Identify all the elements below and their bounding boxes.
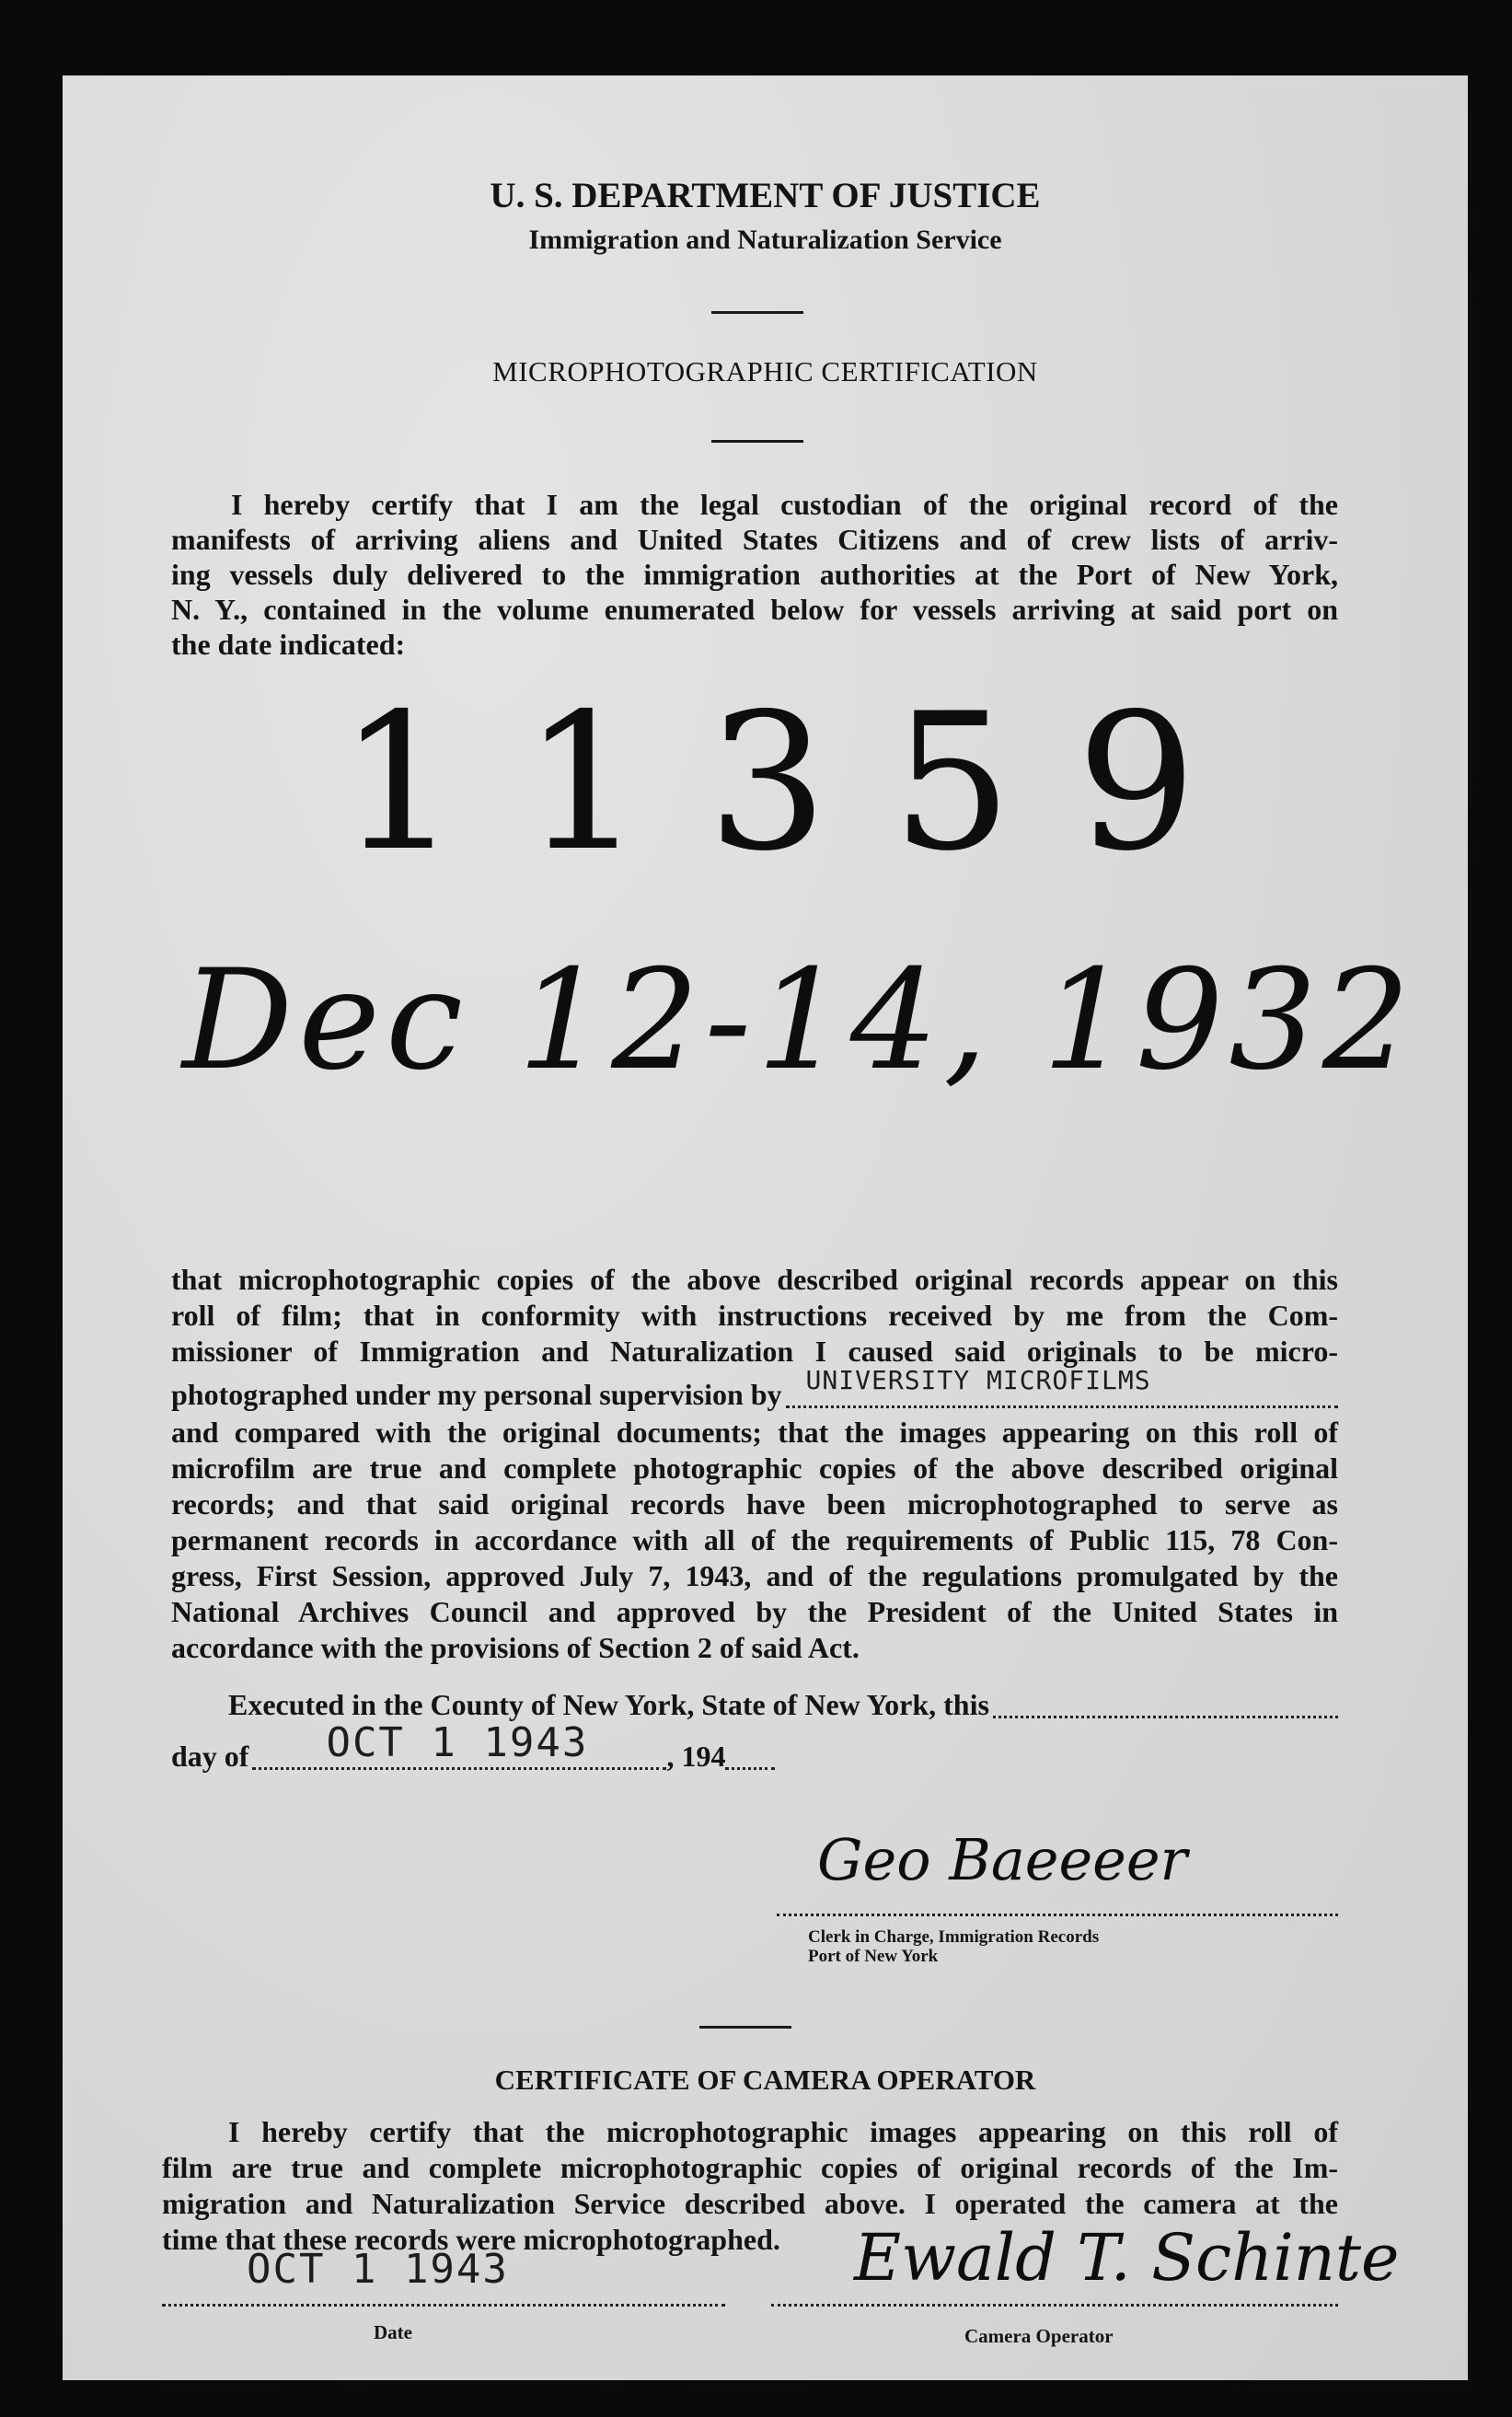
year-field	[725, 1741, 775, 1770]
supervisor-field	[786, 1365, 1338, 1408]
intro-line: I hereby certify that I am the legal custodian of the original record of the	[231, 488, 1338, 521]
execution-date-stamp: OCT 1 1943	[326, 1719, 589, 1766]
executed-day-field	[993, 1690, 1338, 1718]
body-line: roll of film; that in conformity with instructions received by me from the Com-	[171, 1299, 1338, 1332]
intro-line: N. Y., contained in the volume enumerated below for vessels arriving at said port on	[171, 593, 1338, 626]
camera-operator-label: Camera Operator	[964, 2325, 1114, 2347]
service-subtitle: Immigration and Naturalization Service	[528, 225, 1002, 255]
handwritten-volume-number: 11359	[339, 674, 1262, 893]
body-line: missioner of Immigration and Naturalization I caused said originals to be micro-	[171, 1335, 1338, 1368]
operator-signature-line	[771, 2304, 1338, 2307]
clerk-title-line: Port of New York	[808, 1947, 939, 1966]
intro-line: manifests of arriving aliens and United States Citizens and of crew lists of arriv-	[171, 523, 1338, 556]
body-line: permanent records in accordance with all of the requirements of Public 115, 78 Con-	[171, 1523, 1338, 1556]
executed-text: Executed in the County of New York, State of New York, this	[228, 1688, 989, 1721]
camera-operator-signature: Ewald T. Schinte	[854, 2220, 1400, 2296]
camera-line: I hereby certify that the microphotographic images appearing on this roll of	[228, 2115, 1338, 2148]
intro-line: ing vessels duly delivered to the immigration authorities at the Port of New York,	[171, 558, 1338, 591]
clerk-signature: Geo Baeeeer	[817, 1826, 1188, 1893]
header-divider	[711, 311, 803, 314]
body-line: microfilm are true and complete photographic copies of the above described original	[171, 1451, 1338, 1485]
body-line: records; and that said original records have been microphotographed to serve as	[171, 1487, 1338, 1521]
date-label: Date	[374, 2321, 412, 2343]
title-divider	[711, 440, 803, 443]
section-divider	[699, 2026, 791, 2029]
certification-title: MICROPHOTOGRAPHIC CERTIFICATION	[492, 355, 1038, 387]
handwritten-date-range: Dec 12-14, 1932	[182, 941, 1416, 1101]
camera-line: time that these records were microphotographed.	[162, 2223, 780, 2256]
department-title: U. S. DEPARTMENT OF JUSTICE	[490, 176, 1041, 215]
body-line: accordance with the provisions of Section 2 of said Act.	[171, 1631, 860, 1664]
intro-line: the date indicated:	[171, 628, 406, 661]
year-prefix: , 194	[666, 1740, 726, 1773]
clerk-title-line: Clerk in Charge, Immigration Records	[808, 1927, 1100, 1947]
day-of-field	[252, 1719, 666, 1770]
camera-line: migration and Naturalization Service described above. I operated the camera at the	[162, 2187, 1338, 2220]
clerk-signature-line	[777, 1914, 1338, 1916]
supervision-line	[171, 1365, 1338, 1412]
clerk-title	[808, 1927, 1099, 1966]
camera-line: film are true and complete microphotographic copies of original records of the Im-	[162, 2151, 1338, 2184]
executed-line	[228, 1688, 1338, 1722]
camera-date-stamp: OCT 1 1943	[247, 2246, 509, 2293]
body-line: gress, First Session, approved July 7, 1943, and of the regulations promulgated by the	[171, 1559, 1338, 1592]
certificate-page	[63, 75, 1468, 2380]
day-of-label: day of	[171, 1740, 249, 1773]
date-line	[162, 2304, 725, 2307]
supervision-prefix: photographed under my personal supervision by	[171, 1378, 782, 1411]
body-line: that microphotographic copies of the above described original records appear on this	[171, 1263, 1338, 1296]
camera-certificate-title: CERTIFICATE OF CAMERA OPERATOR	[494, 2064, 1036, 2096]
body-line: and compared with the original documents; that the images appearing on this roll of	[171, 1416, 1338, 1449]
day-of-line	[171, 1719, 852, 1774]
supervisor-stamp: UNIVERSITY MICROFILMS	[805, 1365, 1151, 1395]
body-line: National Archives Council and approved by the President of the United States in	[171, 1595, 1338, 1628]
